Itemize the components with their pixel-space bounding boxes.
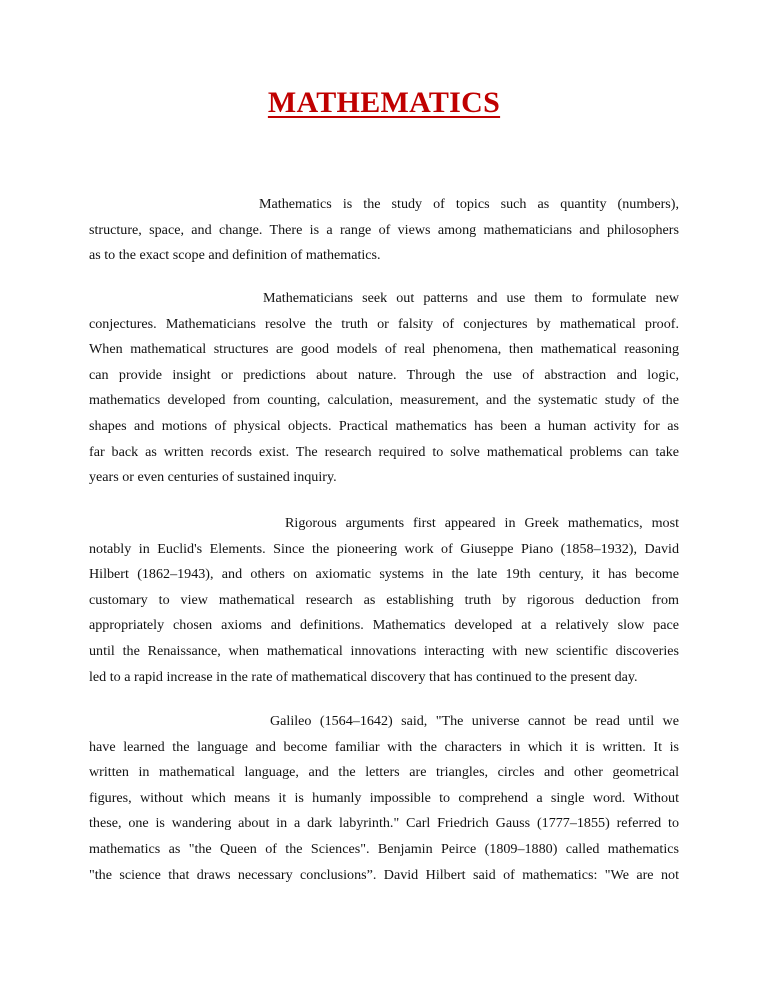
paragraph-line: "the science that draws necessary conclusions”. David Hilbert said of mathematics: "We are not (89, 866, 679, 883)
paragraph-line: have learned the language and become familiar with the characters in which it is written. It is (89, 738, 679, 755)
paragraph-line: can provide insight or predictions about nature. Through the use of abstraction and logic, (89, 366, 679, 383)
paragraph-line: shapes and motions of physical objects. Practical mathematics has been a human activity for as (89, 417, 679, 434)
paragraph-line: years or even centuries of sustained inquiry. (89, 469, 337, 486)
paragraph-line: When mathematical structures are good models of real phenomena, then mathematical reasoning (89, 341, 679, 358)
paragraph-rigorous-arguments (89, 511, 679, 690)
paragraph-line: customary to view mathematical research as establishing truth by rigorous deduction from (89, 591, 679, 608)
paragraph-patterns (89, 286, 679, 491)
paragraph-line: Mathematicians seek out patterns and use them to formulate new (263, 290, 679, 306)
paragraph-line: figures, without which means it is humanly impossible to comprehend a single word. Without (89, 789, 679, 806)
paragraph-line: Mathematics is the study of topics such as quantity (numbers), (259, 196, 679, 212)
paragraph-line: mathematics as "the Queen of the Sciences". Benjamin Peirce (1809–1880) called mathematics (89, 840, 679, 857)
paragraph-line: Hilbert (1862–1943), and others on axiomatic systems in the late 19th century, it has become (89, 566, 679, 583)
paragraph-line: led to a rapid increase in the rate of mathematical discovery that has continued to the present day. (89, 668, 638, 685)
paragraph-galileo-quote (89, 709, 679, 888)
paragraph-line: until the Renaissance, when mathematical innovations interacting with new scientific discoveries (89, 642, 679, 659)
paragraph-line: Galileo (1564–1642) said, "The universe cannot be read until we (270, 713, 679, 729)
page-title: MATHEMATICS (267, 86, 501, 119)
paragraph-line: far back as written records exist. The research required to solve mathematical problems can take (89, 443, 679, 460)
paragraph-scope (89, 192, 679, 269)
paragraph-line: notably in Euclid's Elements. Since the pioneering work of Giuseppe Piano (1858–1932), David (89, 540, 679, 557)
paragraph-line: these, one is wandering about in a dark labyrinth." Carl Friedrich Gauss (1777–1855) referred to (89, 815, 679, 832)
paragraph-line: mathematics developed from counting, calculation, measurement, and the systematic study of the (89, 392, 679, 409)
paragraph-line: Rigorous arguments first appeared in Greek mathematics, most (285, 515, 679, 531)
paragraph-line: written in mathematical language, and the letters are triangles, circles and other geometrical (89, 764, 679, 781)
paragraph-line: as to the exact scope and definition of mathematics. (89, 247, 381, 264)
paragraph-line: conjectures. Mathematicians resolve the truth or falsity of conjectures by mathematical proof. (89, 315, 679, 332)
paragraph-line: appropriately chosen axioms and definitions. Mathematics developed at a relatively slow pace (89, 617, 679, 634)
paragraph-line: structure, space, and change. There is a range of views among mathematicians and philosophers (89, 221, 679, 238)
